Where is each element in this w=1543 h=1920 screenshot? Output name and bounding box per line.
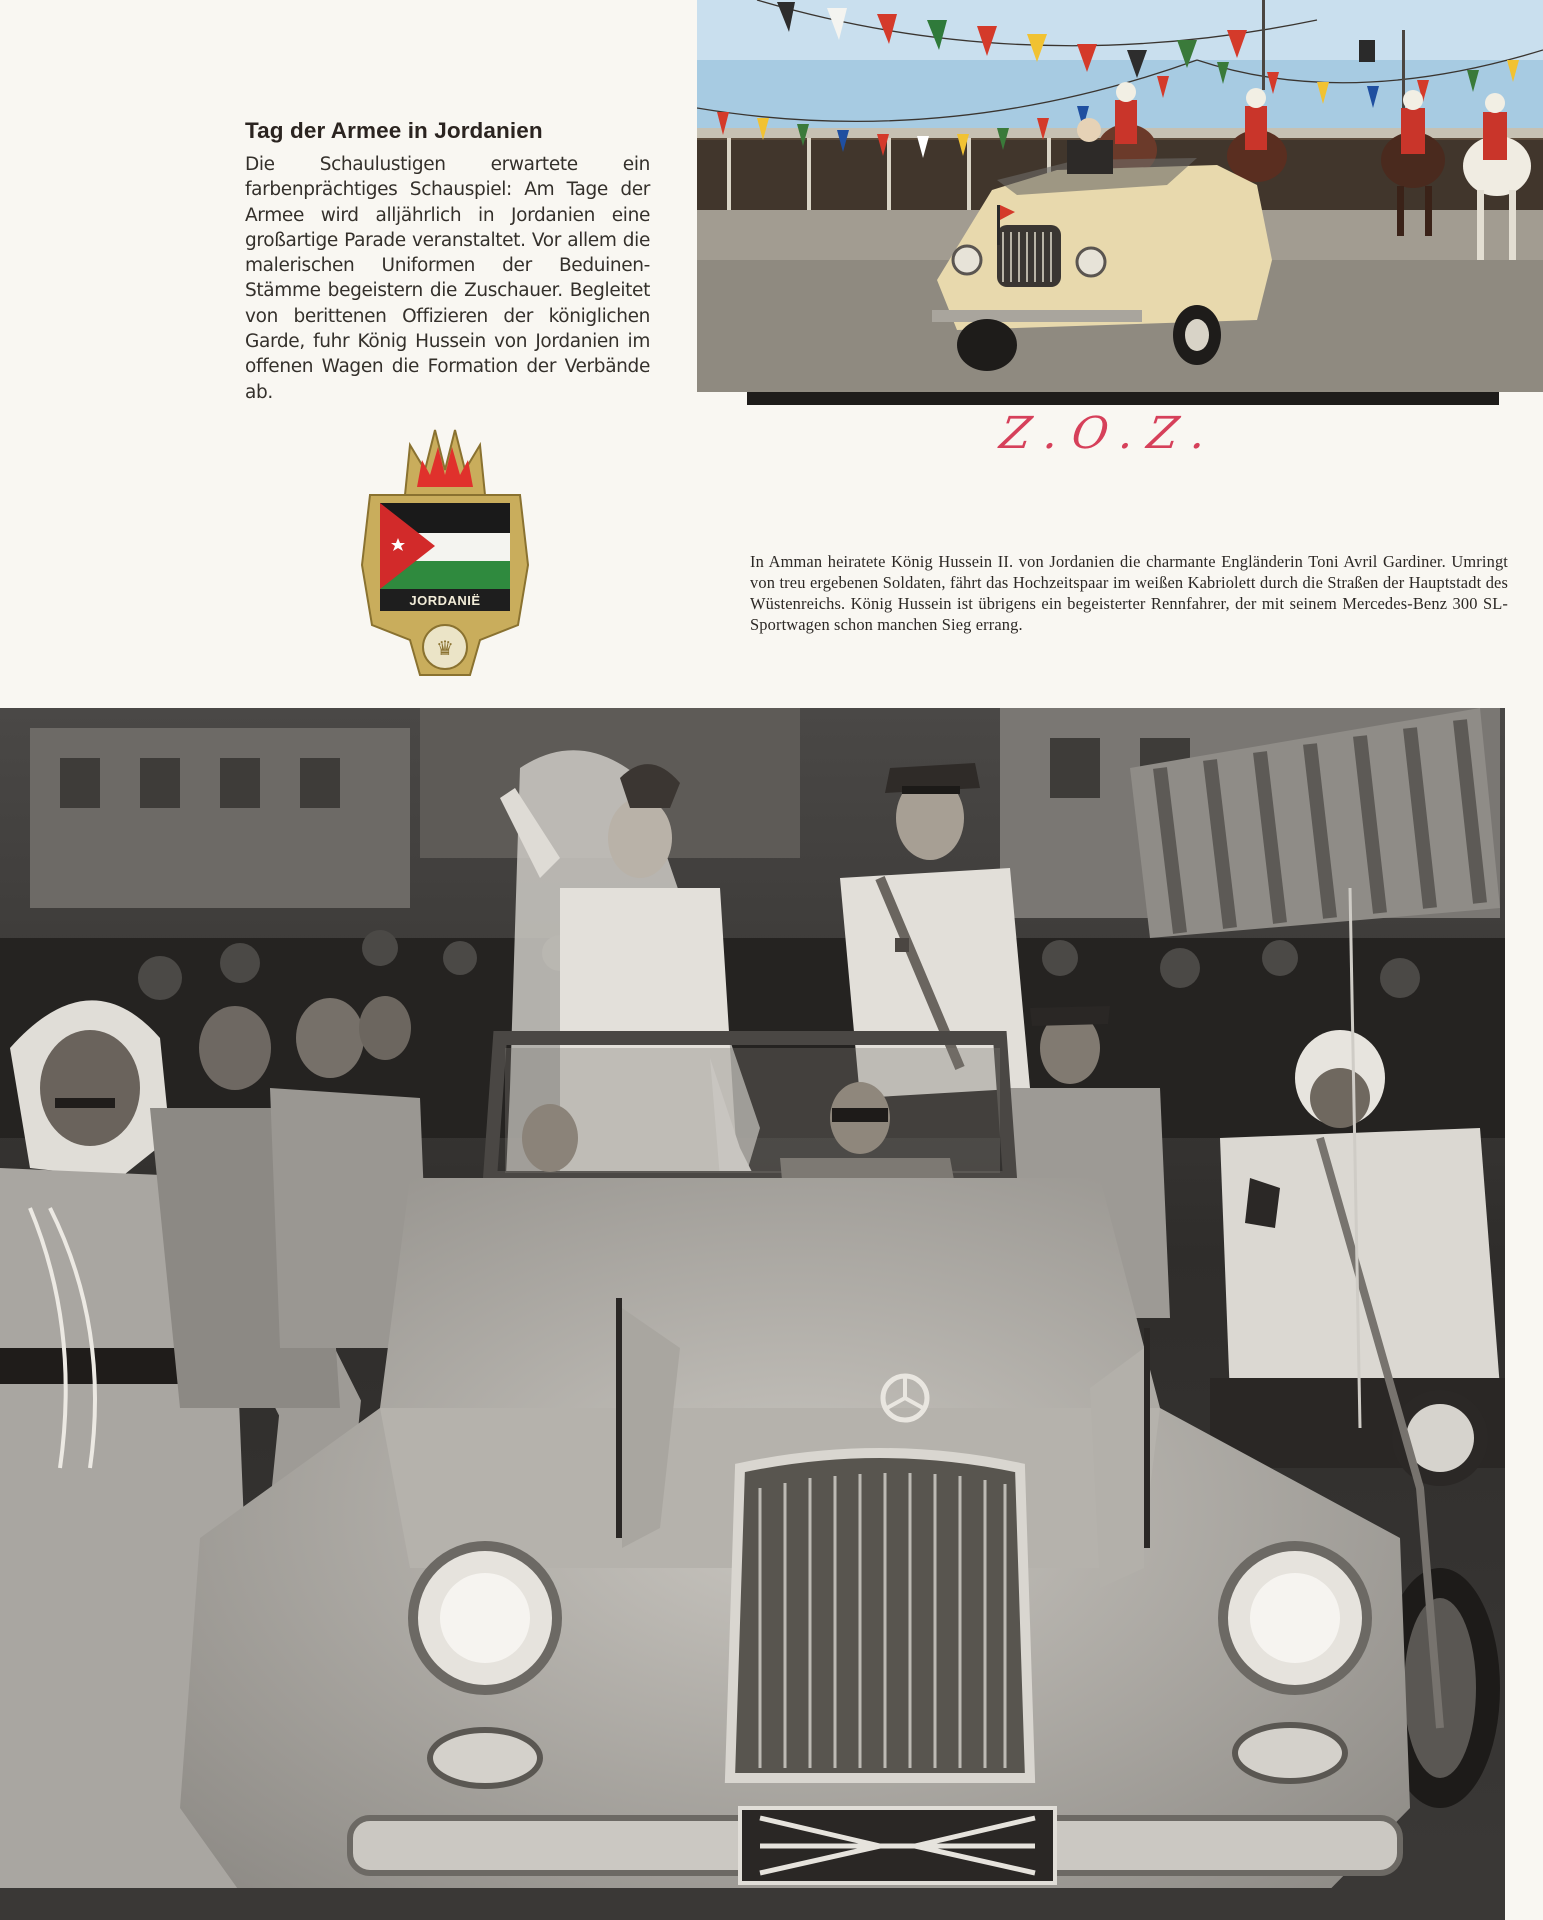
badge-emblem-icon: ♛ [436,636,454,660]
article-block [245,118,650,405]
photo-caption: In Amman heiratete König Hussein II. von Jordanien die charmante Engländerin Toni Avril Gardiner. Umringt von treu ergebenen Soldaten, fährt das Hochzeitspaar im weißen Kabriolett durch die Straßen der Hauptstadt des Wüstenreichs. König Hussein ist übrigens ein begeisterter Rennfahrer, der mit seinem Mercedes-Benz 300 SL-Sportwagen schon manchen Sieg errang. [750,552,1508,634]
handwritten-note: Z.O.Z. [996,408,1223,459]
jordan-flag-badge [350,425,540,677]
article-heading: Tag der Armee in Jordanien [245,118,543,143]
photo-shadow [747,392,1499,405]
wedding-bw-photo [0,708,1505,1920]
article-body: Die Schaulustigen erwartete ein farbenprächtiges Schauspiel: Am Tage der Armee wird alljährlich in Jordanien eine großartige Parade veranstaltet. Vor allem die malerischen Uniformen der Beduinen-Stämme begeistern die Zuschauer. Begleitet von berittenen Offizieren der königlichen Garde, fuhr König Hussein von Jordanien im offenen Wagen die Formation der Verbände ab. [245,154,650,403]
parade-color-photo [697,0,1543,392]
badge-label: JORDANIË [409,593,481,608]
